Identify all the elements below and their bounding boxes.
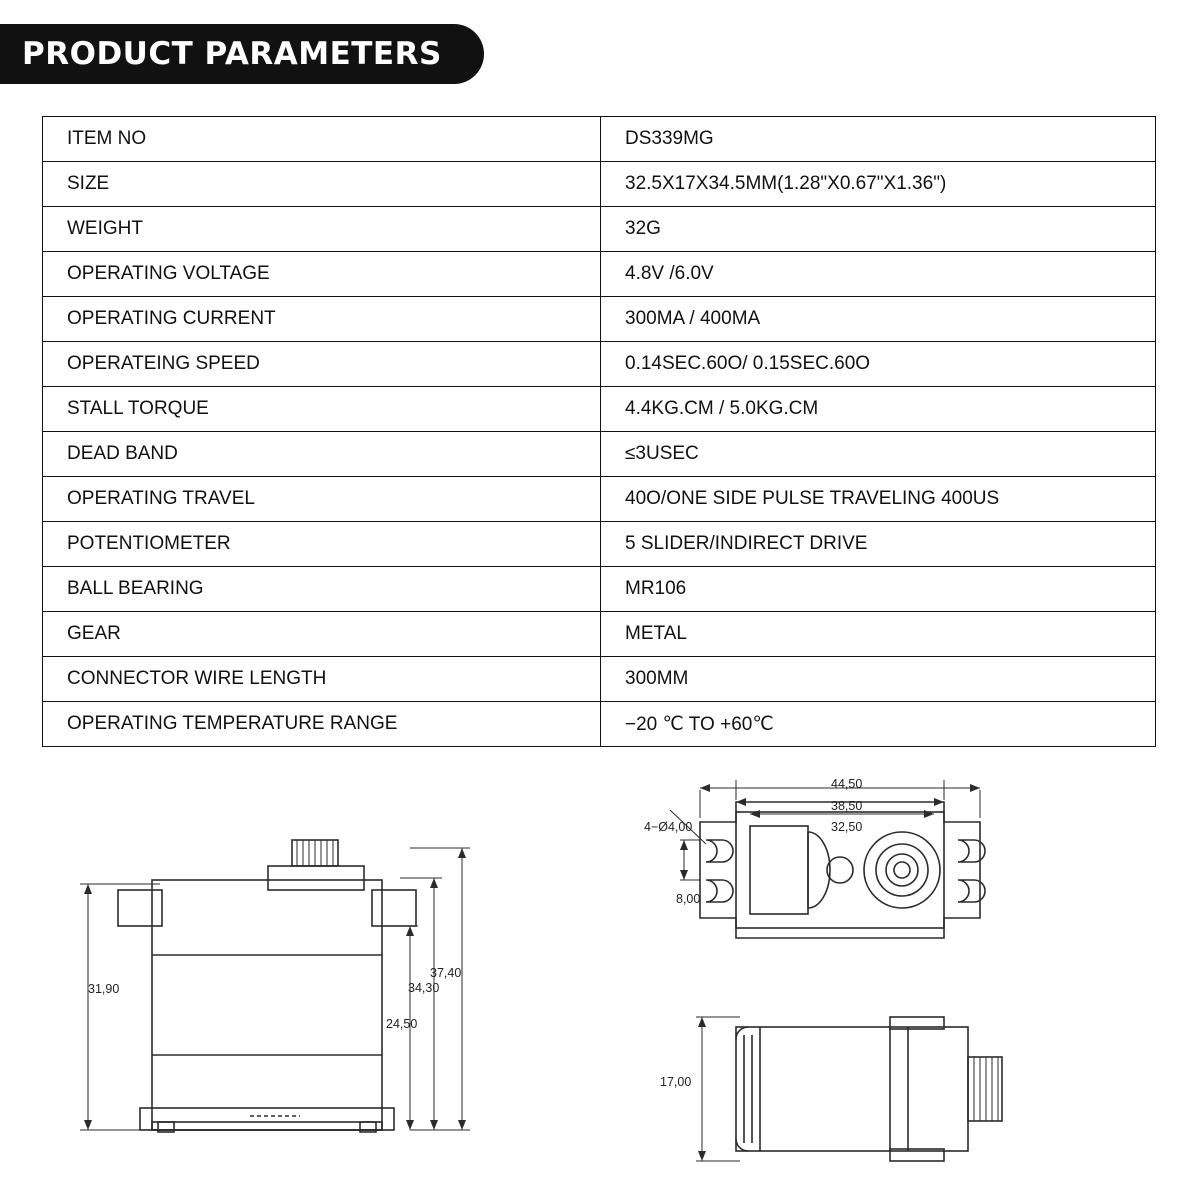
dim-top-8-00: 8,00 (676, 892, 701, 906)
spec-key: OPERATING TRAVEL (43, 477, 601, 522)
dim-top-44-50: 44,50 (831, 777, 863, 791)
spec-key: SIZE (43, 162, 601, 207)
spec-value: −20 ℃ TO +60℃ (601, 702, 1156, 747)
spec-key: POTENTIOMETER (43, 522, 601, 567)
spec-key: OPERATING TEMPERATURE RANGE (43, 702, 601, 747)
technical-drawings (0, 770, 1200, 1200)
spec-key: OPERATING VOLTAGE (43, 252, 601, 297)
spec-key: DEAD BAND (43, 432, 601, 477)
spec-value: DS339MG (601, 117, 1156, 162)
spec-key: CONNECTOR WIRE LENGTH (43, 657, 601, 702)
table-row (43, 117, 1156, 162)
spec-value: 32G (601, 207, 1156, 252)
spec-value: METAL (601, 612, 1156, 657)
side-view-drawing (640, 1005, 1040, 1200)
page-title-banner (0, 24, 484, 84)
dim-front-31-90: 31,90 (88, 982, 120, 996)
spec-value: 40O/ONE SIDE PULSE TRAVELING 400US (601, 477, 1156, 522)
spec-key: OPERATING CURRENT (43, 297, 601, 342)
table-row (43, 252, 1156, 297)
dim-top-38-50: 38,50 (831, 799, 863, 813)
page-title: PRODUCT PARAMETERS (22, 36, 442, 72)
dim-side-17-00: 17,00 (660, 1075, 692, 1089)
table-row (43, 387, 1156, 432)
specification-table (42, 116, 1156, 747)
table-row (43, 207, 1156, 252)
spec-key: GEAR (43, 612, 601, 657)
spec-value: 32.5X17X34.5MM(1.28"X0.67"X1.36") (601, 162, 1156, 207)
dim-top-hole-callout: 4−Ø4,00 (644, 820, 693, 834)
spec-value: MR106 (601, 567, 1156, 612)
table-row (43, 162, 1156, 207)
dim-front-24-50: 24,50 (386, 1017, 418, 1031)
table-row (43, 342, 1156, 387)
table-row (43, 477, 1156, 522)
table-row (43, 522, 1156, 567)
spec-value: 5 SLIDER/INDIRECT DRIVE (601, 522, 1156, 567)
spec-value: 300MA / 400MA (601, 297, 1156, 342)
table-row (43, 612, 1156, 657)
spec-value: ≤3USEC (601, 432, 1156, 477)
spec-key: BALL BEARING (43, 567, 601, 612)
dim-top-32-50: 32,50 (831, 820, 863, 834)
spec-key: WEIGHT (43, 207, 601, 252)
spec-key: STALL TORQUE (43, 387, 601, 432)
table-row (43, 297, 1156, 342)
spec-key: ITEM NO (43, 117, 601, 162)
dim-front-34-30: 34,30 (408, 981, 440, 995)
spec-value: 0.14SEC.60O/ 0.15SEC.60O (601, 342, 1156, 387)
table-row (43, 432, 1156, 477)
dim-front-37-40: 37,40 (430, 966, 462, 980)
table-row (43, 567, 1156, 612)
spec-key: OPERATEING SPEED (43, 342, 601, 387)
spec-value: 4.4KG.CM / 5.0KG.CM (601, 387, 1156, 432)
spec-value: 300MM (601, 657, 1156, 702)
table-row (43, 702, 1156, 747)
table-row (43, 657, 1156, 702)
spec-value: 4.8V /6.0V (601, 252, 1156, 297)
